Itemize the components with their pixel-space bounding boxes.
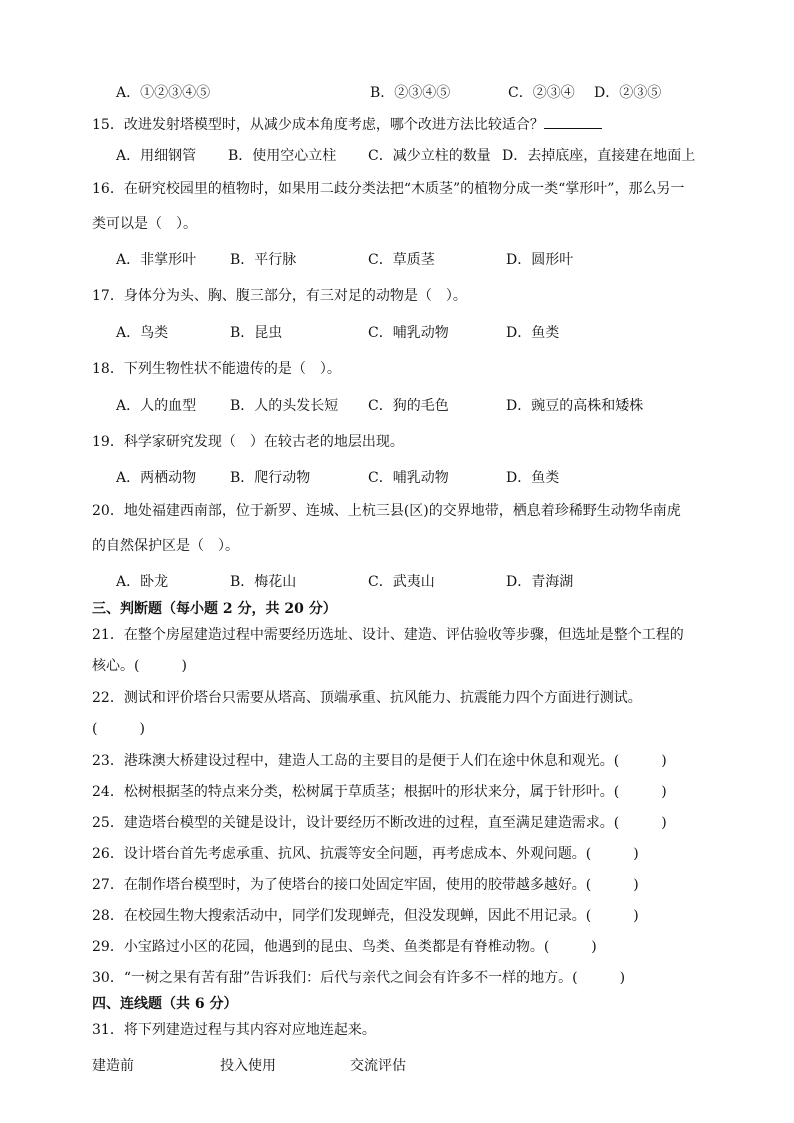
- q19-option-b: B．爬行动物: [230, 470, 311, 486]
- q27-question: 27．在制作塔台模型时，为了使塔台的接口处固定牢固，使用的胶带越多越好。( ): [92, 877, 639, 893]
- q20-option-b: B．梅花山: [230, 574, 297, 590]
- q17-option-d: D．鱼类: [506, 325, 560, 341]
- q20-question-line2: 的自然保护区是（ ）。: [92, 538, 239, 554]
- q20-option-d: D．青海湖: [506, 574, 574, 590]
- q24-question: 24．松树根据茎的特点来分类，松树属于草质茎；根据叶的形状来分，属于针形叶。( ): [92, 784, 667, 800]
- q19-option-c: C．哺乳动物: [368, 470, 449, 486]
- q20-question-line1: 20．地处福建西南部，位于新罗、连城、上杭三县(区)的交界地带，栖息着珍稀野生动物华南虎: [92, 503, 681, 519]
- q15-option-c: C．减少立柱的数量: [368, 148, 491, 164]
- q14-option-b: B．②③④⑤: [370, 85, 451, 101]
- q25-question: 25．建造塔台模型的关键是设计，设计要经历不断改进的过程，直至满足建造需求。( ): [92, 815, 667, 831]
- q15-answer-blank: [544, 114, 602, 129]
- q14-option-d: D．②③⑤: [594, 85, 662, 101]
- q17-option-b: B．昆虫: [230, 325, 283, 341]
- q30-question: 30．“一树之果有苦有甜”告诉我们：后代与亲代之间会有许多不一样的地方。( ): [92, 970, 626, 986]
- q28-question: 28．在校园生物大搜索活动中，同学们发现蝉壳，但没发现蝉，因此不用记录。( ): [92, 908, 639, 924]
- section-3-heading: 三、判断题（每小题 2 分，共 20 分）: [92, 601, 337, 617]
- q18-option-c: C．狗的毛色: [368, 398, 449, 414]
- q22-question-line1: 22．测试和评价塔台只需要从塔高、顶端承重、抗风能力、抗震能力四个方面进行测试。: [92, 690, 642, 706]
- q15-option-b: B．使用空心立柱: [228, 148, 337, 164]
- q14-option-c: C．②③④: [508, 85, 575, 101]
- q20-option-c: C．武夷山: [368, 574, 435, 590]
- q14-option-a: A．①②③④⑤: [116, 85, 211, 101]
- q16-option-a: A．非掌形叶: [116, 252, 197, 268]
- q31-question: 31．将下列建造过程与其内容对应地连起来。: [92, 1022, 376, 1038]
- q31-item-exchange-evaluation: 交流评估: [350, 1058, 406, 1074]
- q18-question: 18．下列生物性状不能遗传的是（ ）。: [92, 361, 341, 377]
- q16-question-line2: 类可以是（ ）。: [92, 216, 197, 232]
- q21-question-line1: 21．在整个房屋建造过程中需要经历选址、设计、建造、评估验收等步骤，但选址是整个工程的: [92, 627, 684, 643]
- q17-option-a: A．鸟类: [116, 325, 169, 341]
- q16-option-d: D．圆形叶: [506, 252, 574, 268]
- q16-question-line1: 16．在研究校园里的植物时，如果用二歧分类法把“木质茎”的植物分成一类“掌形叶”，那么另一: [92, 181, 685, 197]
- q15-text: 15．改进发射塔模型时，从减少成本角度考虑，哪个改进方法比较适合？: [92, 117, 544, 133]
- q29-question: 29．小宝路过小区的花园，他遇到的昆虫、鸟类、鱼类都是有脊椎动物。( ): [92, 939, 597, 955]
- q15-option-d: D．去掉底座，直接建在地面上: [502, 148, 696, 164]
- q15-question: [92, 114, 602, 134]
- q18-option-b: B．人的头发长短: [230, 398, 339, 414]
- q26-question: 26．设计塔台首先考虑承重、抗风、抗震等安全问题，再考虑成本、外观问题。( ): [92, 846, 639, 862]
- q31-item-put-into-use: 投入使用: [220, 1058, 276, 1074]
- section-4-heading: 四、连线题（共 6 分）: [92, 996, 238, 1012]
- q18-option-a: A．人的血型: [116, 398, 197, 414]
- q20-option-a: A．卧龙: [116, 574, 169, 590]
- q16-option-c: C．草质茎: [368, 252, 435, 268]
- q18-option-d: D．豌豆的高株和矮株: [506, 398, 644, 414]
- q21-question-line2: 核心。( ): [92, 658, 187, 674]
- q19-option-d: D．鱼类: [506, 470, 560, 486]
- q31-item-before-construction: 建造前: [92, 1058, 134, 1074]
- q22-question-line2: ( ): [92, 721, 145, 737]
- q15-option-a: A．用细钢管: [116, 148, 197, 164]
- q17-question: 17．身体分为头、胸、腹三部分，有三对足的动物是（ ）。: [92, 288, 467, 304]
- q19-question: 19．科学家研究发现（ ）在较古老的地层出现。: [92, 434, 404, 450]
- q23-question: 23．港珠澳大桥建设过程中，建造人工岛的主要目的是便于人们在途中休息和观光。( ): [92, 753, 667, 769]
- q16-option-b: B．平行脉: [230, 252, 297, 268]
- q19-option-a: A．两栖动物: [116, 470, 197, 486]
- q17-option-c: C．哺乳动物: [368, 325, 449, 341]
